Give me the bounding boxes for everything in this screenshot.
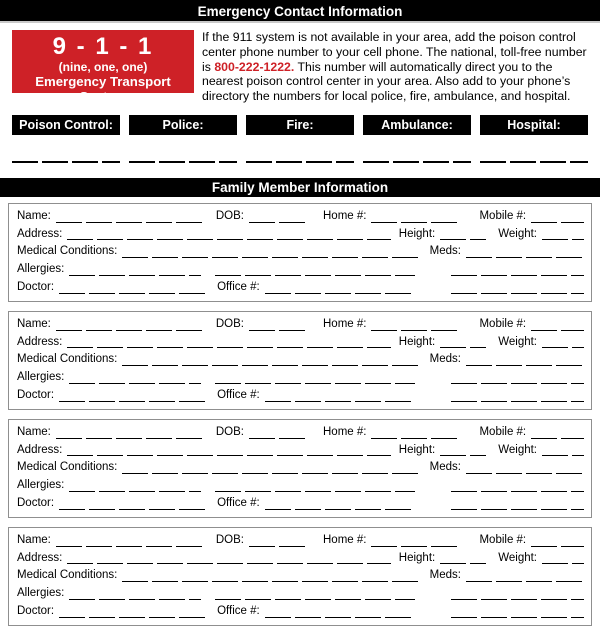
dob-blank-field [249, 328, 305, 331]
home-phone-blank-field [371, 328, 461, 331]
meds-blank-field [466, 471, 584, 474]
member-row-address [17, 336, 584, 349]
medical-conditions-label: Medical Conditions: [17, 353, 118, 366]
weight-label: Weight: [498, 443, 537, 456]
hospital-blank-field [480, 161, 588, 163]
dob-blank-field [249, 436, 305, 439]
mobile-phone-blank-field [531, 544, 584, 547]
member-row-medical [17, 569, 584, 582]
meds-label: Meds: [429, 569, 461, 582]
medical-conditions-blank-field [122, 255, 421, 258]
doctor-blank-field [59, 615, 205, 618]
mobile-phone-blank-field [531, 436, 584, 439]
home-phone-label: Home #: [323, 209, 367, 222]
allergies-extra-blank-field [215, 489, 415, 492]
medical-conditions-label: Medical Conditions: [17, 461, 118, 474]
name-blank-field [56, 220, 202, 223]
allergies-label: Allergies: [17, 479, 65, 492]
home-phone-label: Home #: [323, 425, 367, 438]
height-label: Height: [398, 443, 436, 456]
office-phone-label: Office #: [217, 604, 260, 617]
medical-conditions-label: Medical Conditions: [17, 569, 118, 582]
name-blank-field [56, 544, 202, 547]
member-row-medical [17, 245, 584, 258]
office-phone-label: Office #: [217, 280, 260, 293]
mobile-phone-label: Mobile #: [479, 209, 527, 222]
doctor-label: Doctor: [17, 388, 55, 401]
intro-paragraph [202, 30, 590, 104]
home-phone-blank-field [371, 436, 461, 439]
member-row-medical [17, 353, 584, 366]
address-label: Address: [17, 227, 63, 240]
doctor-blank-field [59, 507, 205, 510]
doctor-blank-field [59, 291, 205, 294]
height-label: Height: [398, 551, 436, 564]
fire-blank-field [246, 161, 354, 163]
office-phone-blank-field [265, 291, 415, 294]
name-label: Name: [17, 317, 51, 330]
office-phone-blank-field [265, 615, 415, 618]
height-blank-field [440, 346, 486, 349]
address-blank-field [67, 454, 390, 457]
contact-column-police [129, 115, 237, 163]
member-row-allergies [17, 263, 584, 276]
dob-blank-field [249, 220, 305, 223]
dob-label: DOB: [215, 209, 244, 222]
height-blank-field [440, 454, 486, 457]
weight-blank-field [542, 454, 584, 457]
poison-control-blank-field [12, 161, 120, 163]
meds-blank-field [466, 363, 584, 366]
contact-column-poison-control [12, 115, 120, 163]
family-section-header [0, 178, 600, 197]
allergies-blank-field [69, 381, 201, 384]
dob-blank-field [249, 544, 305, 547]
contact-column-hospital [480, 115, 588, 163]
allergies-extra-blank-field [215, 381, 415, 384]
poison-control-phone-number: 800-222-1222. [214, 59, 295, 74]
meds-extra-blank-field-2 [451, 615, 584, 618]
allergies-label: Allergies: [17, 371, 65, 384]
allergies-extra-blank-field [215, 273, 415, 276]
meds-extra-blank-field-1 [451, 273, 584, 276]
911-badge [12, 30, 194, 104]
contact-column-ambulance [363, 115, 471, 163]
emergency-section-header [0, 0, 600, 23]
family-section-title: Family Member Information [211, 179, 389, 195]
ambulance-blank-field [363, 161, 471, 163]
height-label: Height: [398, 227, 436, 240]
doctor-label: Doctor: [17, 496, 55, 509]
address-label: Address: [17, 443, 63, 456]
ambulance-label: Ambulance: [363, 115, 471, 135]
emergency-section-title: Emergency Contact Information [197, 4, 403, 19]
allergies-blank-field [69, 597, 201, 600]
contact-column-fire [246, 115, 354, 163]
member-row-allergies [17, 371, 584, 384]
member-row-medical [17, 461, 584, 474]
member-row-name [17, 426, 584, 439]
member-row-doctor [17, 389, 584, 402]
office-phone-label: Office #: [217, 496, 260, 509]
office-phone-label: Office #: [217, 388, 260, 401]
mobile-phone-label: Mobile #: [479, 533, 527, 546]
meds-extra-blank-field-1 [451, 597, 584, 600]
medical-conditions-blank-field [122, 363, 421, 366]
home-phone-label: Home #: [323, 533, 367, 546]
medical-conditions-blank-field [122, 471, 421, 474]
family-member-card [8, 419, 592, 518]
member-row-name [17, 534, 584, 547]
doctor-label: Doctor: [17, 280, 55, 293]
allergies-label: Allergies: [17, 263, 65, 276]
911-system-label: Emergency Transport System [35, 74, 171, 104]
mobile-phone-blank-field [531, 328, 584, 331]
member-row-doctor [17, 605, 584, 618]
member-row-name [17, 210, 584, 223]
weight-blank-field [542, 562, 584, 565]
name-blank-field [56, 328, 202, 331]
address-blank-field [67, 238, 390, 241]
family-member-card [8, 527, 592, 626]
name-label: Name: [17, 425, 51, 438]
home-phone-blank-field [371, 544, 461, 547]
hospital-label: Hospital: [480, 115, 588, 135]
allergies-label: Allergies: [17, 587, 65, 600]
meds-label: Meds: [429, 353, 461, 366]
911-phonetic: (nine, one, one) [58, 60, 148, 74]
doctor-label: Doctor: [17, 604, 55, 617]
allergies-blank-field [69, 273, 201, 276]
home-phone-blank-field [371, 220, 461, 223]
intro-text-after: This number will automatically direct you to the nearest poison control center in your area. Also add to your phone’s directory the numbers for local police, fire, ambulance, and hospital. [202, 59, 571, 104]
height-label: Height: [398, 335, 436, 348]
weight-blank-field [542, 346, 584, 349]
meds-extra-blank-field-2 [451, 507, 584, 510]
address-blank-field [67, 562, 390, 565]
member-row-address [17, 444, 584, 457]
mobile-phone-label: Mobile #: [479, 425, 527, 438]
medical-conditions-label: Medical Conditions: [17, 245, 118, 258]
doctor-blank-field [59, 399, 205, 402]
weight-label: Weight: [498, 551, 537, 564]
police-blank-field [129, 161, 237, 163]
member-row-doctor [17, 281, 584, 294]
meds-blank-field [466, 255, 584, 258]
office-phone-blank-field [265, 507, 415, 510]
meds-label: Meds: [429, 461, 461, 474]
meds-blank-field [466, 579, 584, 582]
medical-conditions-blank-field [122, 579, 421, 582]
member-row-allergies [17, 587, 584, 600]
address-label: Address: [17, 335, 63, 348]
911-number: 9 - 1 - 1 [52, 33, 154, 60]
address-label: Address: [17, 551, 63, 564]
member-row-doctor [17, 497, 584, 510]
mobile-phone-blank-field [531, 220, 584, 223]
meds-extra-blank-field-2 [451, 399, 584, 402]
poison-control-label: Poison Control: [12, 115, 120, 135]
height-blank-field [440, 238, 486, 241]
address-blank-field [67, 346, 390, 349]
family-member-card [8, 203, 592, 302]
dob-label: DOB: [215, 533, 244, 546]
meds-label: Meds: [429, 245, 461, 258]
dob-label: DOB: [215, 425, 244, 438]
member-row-address [17, 228, 584, 241]
name-label: Name: [17, 533, 51, 546]
meds-extra-blank-field-1 [451, 381, 584, 384]
dob-label: DOB: [215, 317, 244, 330]
home-phone-label: Home #: [323, 317, 367, 330]
weight-blank-field [542, 238, 584, 241]
allergies-extra-blank-field [215, 597, 415, 600]
weight-label: Weight: [498, 335, 537, 348]
intro-text-before: If the 911 system is not available in your area, add the poison control center phone number to your cell phone. The national, toll-free number is [202, 30, 587, 74]
member-row-name [17, 318, 584, 331]
name-label: Name: [17, 209, 51, 222]
police-label: Police: [129, 115, 237, 135]
height-blank-field [440, 562, 486, 565]
office-phone-blank-field [265, 399, 415, 402]
local-contacts-row [12, 115, 588, 163]
member-row-address [17, 552, 584, 565]
mobile-phone-label: Mobile #: [479, 317, 527, 330]
meds-extra-blank-field-1 [451, 489, 584, 492]
name-blank-field [56, 436, 202, 439]
weight-label: Weight: [498, 227, 537, 240]
allergies-blank-field [69, 489, 201, 492]
meds-extra-blank-field-2 [451, 291, 584, 294]
intro-section [12, 30, 590, 104]
family-member-card [8, 311, 592, 410]
family-member-list [8, 203, 592, 626]
member-row-allergies [17, 479, 584, 492]
fire-label: Fire: [246, 115, 354, 135]
